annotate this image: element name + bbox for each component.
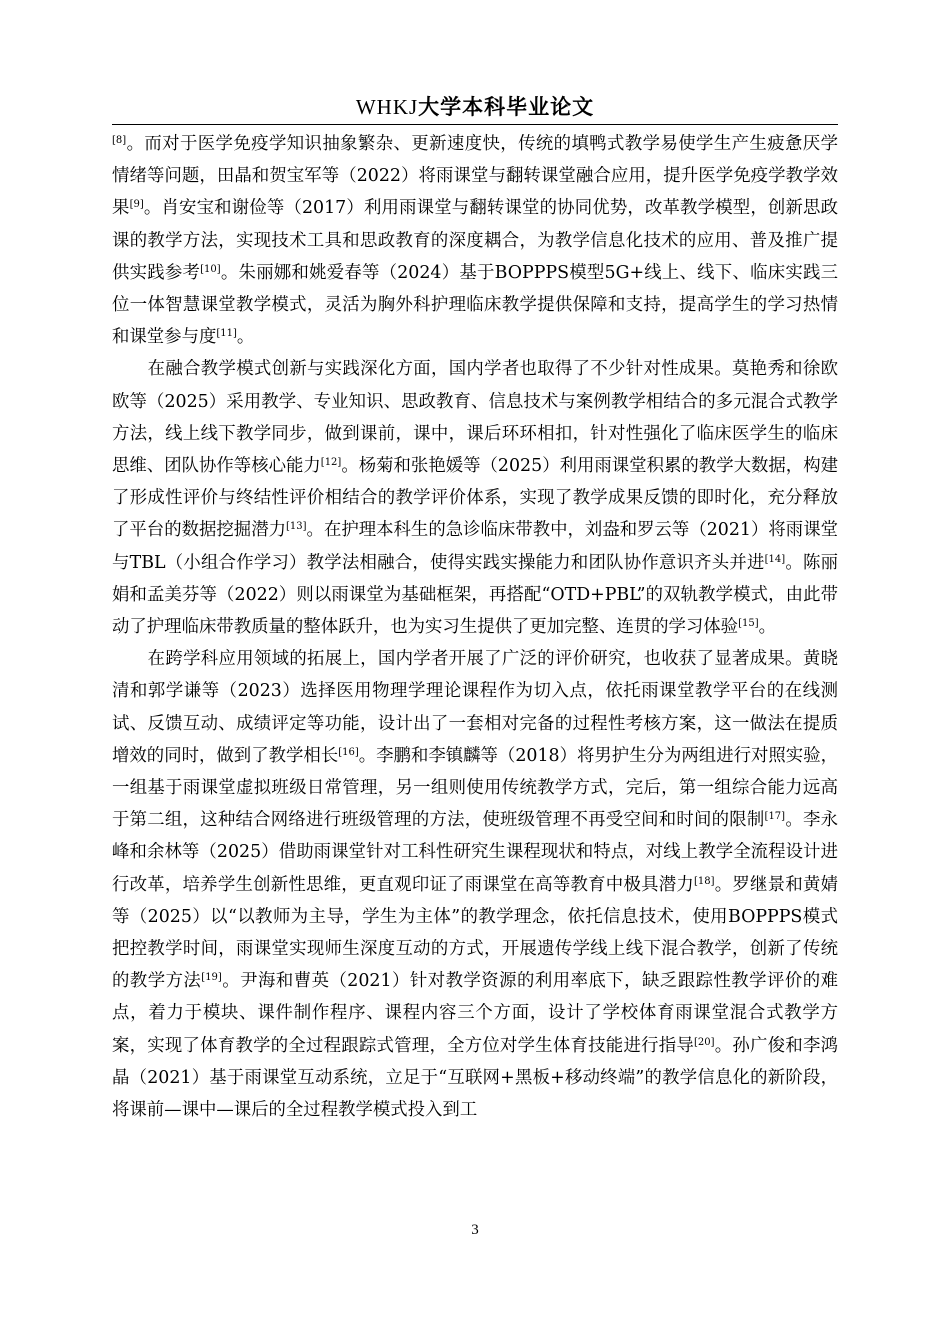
paragraph-text: 。 xyxy=(758,617,777,638)
paragraph-text: 在融合教学模式创新与实践深化方面，国内学者也取得了不少针对性成果。莫艳秀和徐欧欧等（2025）采用教学、专业知识、思政教育、信息技术与案例教学相结合的多元混合式教学方法，线上线下教学同步，做到课前，课中，课后环环相扣，针对性强化了临床医学生的临床思维、团队协作等核心能力 xyxy=(112,359,838,477)
paragraph-text: 。李永峰和余林等（2025）借助雨课堂针对工科性研究生课程现状和特点，对线上教学全流程设计进行改革，培养学生创新性思维，更直观印证了雨课堂在高等教育中极具潜力 xyxy=(112,810,838,895)
citation-ref: [8] xyxy=(112,135,127,146)
citation-ref: [10] xyxy=(200,263,221,275)
paragraph-text: 在跨学科应用领域的拓展上，国内学者开展了广泛的评价研究，也收获了显著成果。黄晓清和郭学谦等（2023）选择医用物理学理论课程作为切入点，依托雨课堂教学平台的在线测试、反馈互动、成绩评定等功能，设计出了一套相对完备的过程性考核方案，这一做法在提质增效的同时，做到了教学相长 xyxy=(112,649,838,766)
citation-ref: [19] xyxy=(201,972,222,984)
paragraph-text: 。陈丽娟和孟美芬等（2022）则以雨课堂为基础框架，再搭配“OTD+PBL”的双轨教学模式，由此带动了护理临床带教质量的整体跃升，也为实习生提供了更加完整、连贯的学习体验 xyxy=(112,552,838,638)
header-school-name: WHKJ xyxy=(355,95,419,119)
paragraph-text: 。而对于医学免疫学知识抽象繁杂、更新速度快，传统的填鸭式教学易使学生产生疲惫厌学情绪等问题，田晶和贺宝军等（2022）将雨课堂与翻转课堂融合应用，提升医学免疫学教学效果 xyxy=(112,134,838,219)
page-header xyxy=(112,92,838,122)
paragraph-text: 。尹海和曹英（2021）针对教学资源的利用率底下，缺乏跟踪性教学评价的难点，着力于模块、课件制作程序、课程内容三个方面，设计了学校体育雨课堂混合式教学方案，实现了体育教学的全过程跟踪式管理，全方位对学生体育技能进行指导 xyxy=(112,971,838,1056)
header-thesis-title: 大学本科毕业论文 xyxy=(418,95,595,119)
citation-ref: [12] xyxy=(320,457,342,469)
paragraph-text: 。在护理本科生的急诊临床带教中，刘盎和罗云等（2021）将雨课堂与TBL（小组合作学习）教学法相融合，使得实践实操能力和团队协作意识齐头并进 xyxy=(112,520,838,573)
citation-ref: [18] xyxy=(694,875,715,887)
citation-ref: [9] xyxy=(129,199,144,211)
body-text xyxy=(112,128,838,1126)
paragraph-text: 。 xyxy=(236,327,255,348)
header-rule xyxy=(112,124,838,125)
citation-ref: [14] xyxy=(764,553,786,565)
citation-ref: [11] xyxy=(216,328,237,340)
paragraph-text: 。肖安宝和谢俭等（2017）利用雨课堂与翻转课堂的协同优势，改革教学模型，创新思政课的教学方法，实现技术工具和思政教育的深度耦合，为教学信息化技术的应用、普及推广提供实践参考 xyxy=(112,198,838,283)
page-number: 3 xyxy=(471,1222,479,1238)
citation-ref: [13] xyxy=(286,521,307,533)
citation-ref: [17] xyxy=(764,811,786,823)
citation-ref: [15] xyxy=(738,618,759,630)
paragraph xyxy=(112,643,838,1126)
paragraph-text: 。李鹏和李镇麟等（2018）将男护生分为两组进行对照实验，一组基于雨课堂虚拟班级日常管理，另一组则使用传统教学方式，完后，第一组综合能力远高于第二组，这种结合网络进行班级管理的方法，使班级管理不再受空间和时间的限制 xyxy=(112,745,838,831)
paragraph xyxy=(112,353,838,643)
citation-ref: [20] xyxy=(694,1036,715,1048)
paragraph-text: 。孙广俊和李鸿晶（2021）基于雨课堂互动系统，立足于“互联网+黑板+移动终端”的教学信息化的新阶段，将课前—课中—课后的全过程教学模式投入到工 xyxy=(112,1035,838,1121)
paragraph xyxy=(112,128,838,353)
paragraph-text: 。罗继景和黄婧等（2025）以“以教师为主导，学生为主体”的教学理念，依托信息技术，使用BOPPPS模式把控教学时间，雨课堂实现师生深度互动的方式，开展遗传学线上线下混合教学，创新了传统的教学方法 xyxy=(112,874,838,992)
paragraph-text: 。朱丽娜和姚爱春等（2024）基于BOPPPS模型5G+线上、线下、临床实践三位一体智慧课堂教学模式，灵活为胸外科护理临床教学提供保障和支持，提高学生的学习热情和课堂参与度 xyxy=(112,262,838,348)
citation-ref: [16] xyxy=(338,746,359,758)
paragraph-text: 。杨菊和张艳媛等（2025）利用雨课堂积累的教学大数据，构建了形成性评价与终结性评价相结合的教学评价体系，实现了教学成果反馈的即时化，充分释放了平台的数据挖掘潜力 xyxy=(112,456,838,541)
